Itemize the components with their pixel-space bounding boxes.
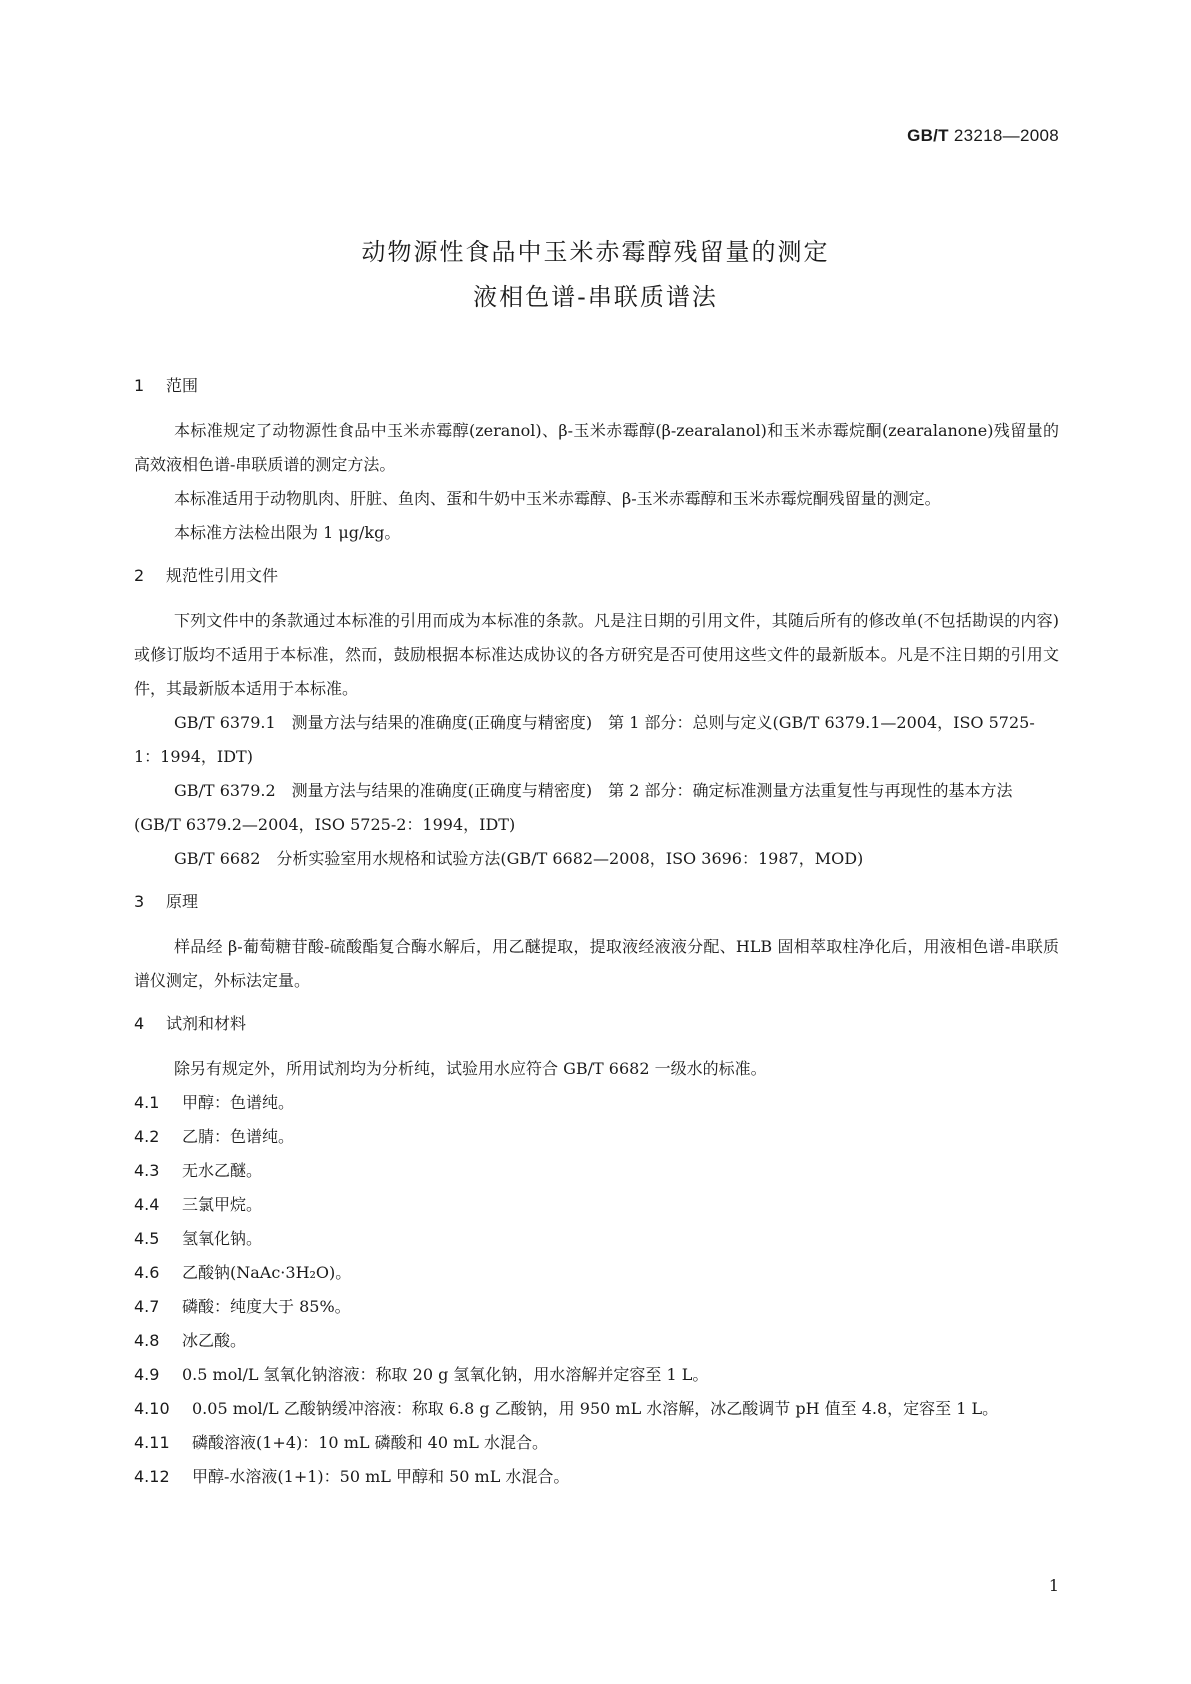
- item-text: 乙酸钠(NaAc·3H₂O)。: [182, 1263, 352, 1282]
- item-text: 磷酸：纯度大于 85%。: [182, 1297, 351, 1316]
- reagent-item: [134, 1222, 1059, 1256]
- item-number: 4.12: [134, 1467, 170, 1486]
- item-number: 4.9: [134, 1365, 160, 1384]
- item-number: 4.11: [134, 1433, 170, 1452]
- item-number: 4.2: [134, 1127, 160, 1146]
- section-title: 试剂和材料: [166, 1014, 247, 1033]
- section-number: 1: [134, 376, 145, 395]
- section-title: 规范性引用文件: [166, 566, 279, 585]
- item-number: 4.7: [134, 1297, 160, 1316]
- document-body: [134, 370, 1059, 1494]
- standard-code-number: 23218—2008: [948, 126, 1059, 145]
- section-number: 4: [134, 1014, 145, 1033]
- reagent-item: [134, 1324, 1059, 1358]
- item-number: 4.3: [134, 1161, 160, 1180]
- item-text: 0.5 mol/L 氢氧化钠溶液：称取 20 g 氢氧化钠，用水溶解并定容至 1 L。: [182, 1365, 709, 1384]
- section-2-paragraph-1: 下列文件中的条款通过本标准的引用而成为本标准的条款。凡是注日期的引用文件，其随后所有的修改单(不包括勘误的内容)或修订版均不适用于本标准，然而，鼓励根据本标准达成协议的各方研究是否可使用这些文件的最新版本。凡是不注日期的引用文件，其最新版本适用于本标准。: [134, 611, 1059, 698]
- item-text: 甲醇-水溶液(1+1)：50 mL 甲醇和 50 mL 水混合。: [192, 1467, 570, 1486]
- section-1-heading: [134, 370, 1059, 402]
- item-number: 4.4: [134, 1195, 160, 1214]
- normative-reference-3: GB/T 6682 分析实验室用水规格和试验方法(GB/T 6682—2008，ISO 3696：1987，MOD): [174, 849, 864, 868]
- section-3-heading: [134, 886, 1059, 918]
- normative-reference-2: GB/T 6379.2 测量方法与结果的准确度(正确度与精密度) 第 2 部分：确定标准测量方法重复性与再现性的基本方法(GB/T 6379.2—2004，ISO 5725-2：1994，IDT): [134, 781, 1013, 834]
- reagent-item: [134, 1086, 1059, 1120]
- item-number: 4.6: [134, 1263, 160, 1282]
- reagent-item: [134, 1256, 1059, 1290]
- section-4-heading: [134, 1008, 1059, 1040]
- standard-code: [907, 126, 1059, 146]
- item-text: 甲醇：色谱纯。: [182, 1093, 295, 1112]
- item-text: 0.05 mol/L 乙酸钠缓冲溶液：称取 6.8 g 乙酸钠，用 950 mL 水溶解，冰乙酸调节 pH 值至 4.8，定容至 1 L。: [192, 1399, 999, 1418]
- section-title: 范围: [166, 376, 199, 395]
- item-text: 氢氧化钠。: [182, 1229, 263, 1248]
- section-number: 3: [134, 892, 145, 911]
- item-number: 4.10: [134, 1399, 170, 1418]
- standard-code-prefix: GB/T: [907, 126, 949, 145]
- item-text: 无水乙醚。: [182, 1161, 263, 1180]
- item-text: 乙腈：色谱纯。: [182, 1127, 295, 1146]
- section-3-paragraph-1: 样品经 β-葡萄糖苷酸-硫酸酯复合酶水解后，用乙醚提取，提取液经液液分配、HLB 固相萃取柱净化后，用液相色谱-串联质谱仪测定，外标法定量。: [134, 937, 1059, 990]
- section-1-paragraph-1: 本标准规定了动物源性食品中玉米赤霉醇(zeranol)、β-玉米赤霉醇(β-zearalanol)和玉米赤霉烷酮(zearalanone)残留量的高效液相色谱-串联质谱的测定方法。: [134, 421, 1059, 474]
- item-number: 4.8: [134, 1331, 160, 1350]
- section-1-paragraph-3: 本标准方法检出限为 1 μg/kg。: [174, 523, 401, 542]
- section-1-paragraph-2: 本标准适用于动物肌肉、肝脏、鱼肉、蛋和牛奶中玉米赤霉醇、β-玉米赤霉醇和玉米赤霉烷酮残留量的测定。: [174, 489, 941, 508]
- normative-reference-1: GB/T 6379.1 测量方法与结果的准确度(正确度与精密度) 第 1 部分：总则与定义(GB/T 6379.1—2004，ISO 5725-1：1994，IDT): [134, 713, 1035, 766]
- item-text: 磷酸溶液(1+4)：10 mL 磷酸和 40 mL 水混合。: [192, 1433, 548, 1452]
- document-title-line1: 动物源性食品中玉米赤霉醇残留量的测定: [361, 238, 830, 266]
- document-title-line2: 液相色谱-串联质谱法: [473, 283, 718, 311]
- reagent-item: [134, 1392, 1059, 1426]
- item-number: 4.1: [134, 1093, 160, 1112]
- reagent-item: [134, 1120, 1059, 1154]
- item-text: 冰乙酸。: [182, 1331, 247, 1350]
- reagent-item: [134, 1460, 1059, 1494]
- page-number: 1: [1048, 1576, 1059, 1595]
- reagent-item: [134, 1290, 1059, 1324]
- section-4-intro: 除另有规定外，所用试剂均为分析纯，试验用水应符合 GB/T 6682 一级水的标准。: [174, 1059, 767, 1078]
- reagent-item: [134, 1154, 1059, 1188]
- item-text: 三氯甲烷。: [182, 1195, 263, 1214]
- reagent-item: [134, 1188, 1059, 1222]
- item-number: 4.5: [134, 1229, 160, 1248]
- section-number: 2: [134, 566, 145, 585]
- section-title: 原理: [166, 892, 199, 911]
- section-2-heading: [134, 560, 1059, 592]
- reagent-item: [134, 1426, 1059, 1460]
- reagent-item: [134, 1358, 1059, 1392]
